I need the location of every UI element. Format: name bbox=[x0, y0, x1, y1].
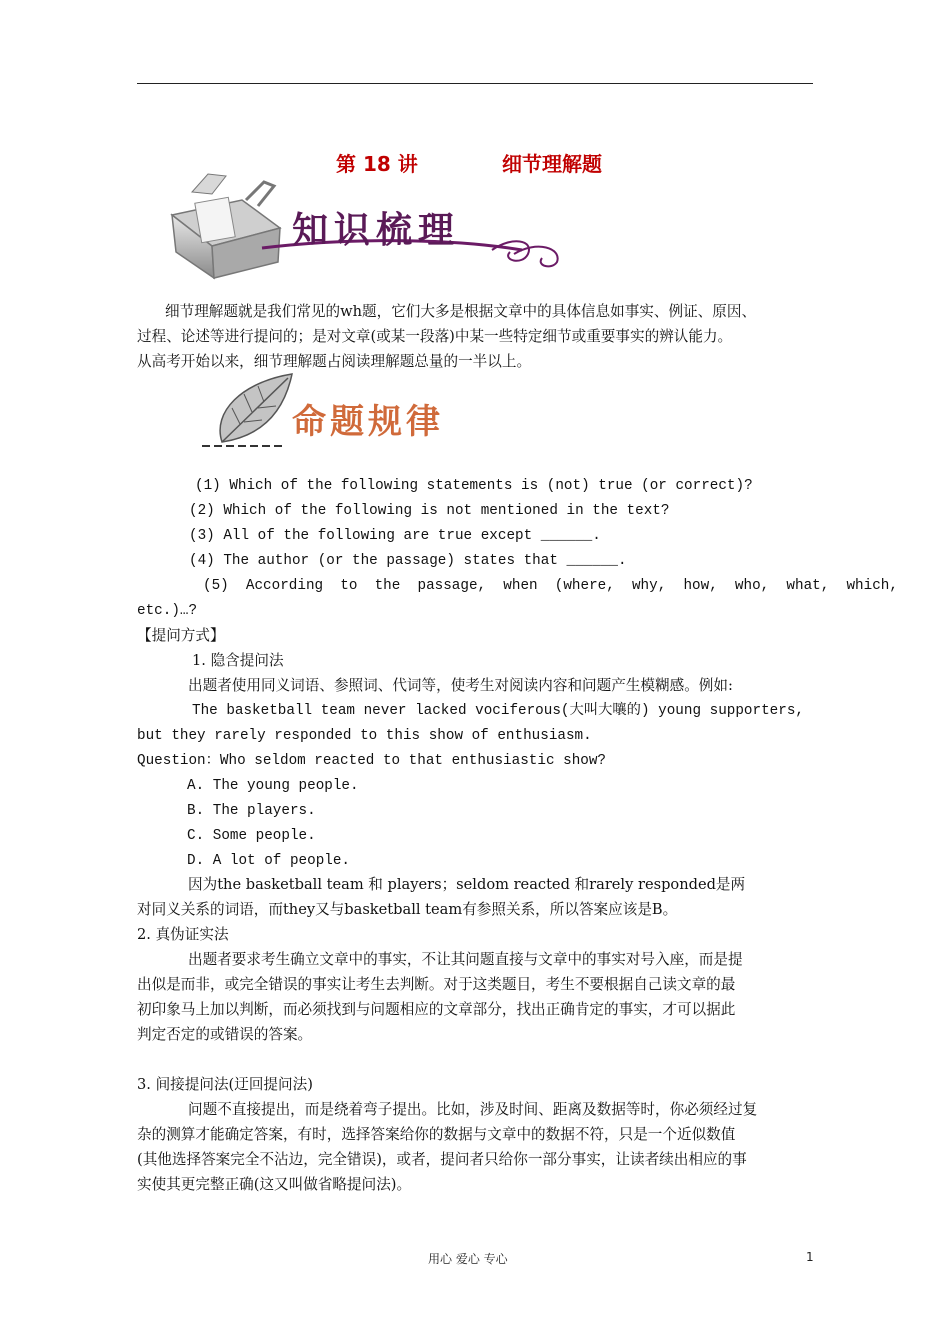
method-3-line-1: 问题不直接提出，而是绕着弯子提出。比如，涉及时间、距离及数据等时，你必须经过复 bbox=[188, 1101, 758, 1118]
method-1-desc: 出题者使用同义词语、参照词、代词等，使考生对阅读内容和问题产生模糊感。例如: bbox=[188, 677, 733, 694]
example-line-1: The basketball team never lacked vociferous(大叫大嚷的) young supporters, bbox=[192, 703, 804, 719]
option-c: C. Some people. bbox=[187, 828, 316, 844]
method-3-line-4: 实使其更完整正确(这又叫做省略提问法)。 bbox=[137, 1176, 412, 1193]
pattern-1: (1) Which of the following statements is (not) true (or correct)? bbox=[195, 478, 753, 494]
method-3-line-3: (其他选择答案完全不沾边，完全错误)，或者，提问者只给你一部分事实，让读者续出相应的事 bbox=[137, 1151, 747, 1168]
example-question: Question：Who seldom reacted to that enthusiastic show? bbox=[137, 753, 607, 769]
explain-line-1: 因为the basketball team 和 players；seldom reacted 和rarely responded是两 bbox=[188, 876, 746, 893]
method-2-line-1: 出题者要求考生确立文章中的事实，不让其问题直接与文章中的事实对号入座，而是提 bbox=[188, 951, 743, 968]
intro-line-3: 从高考开始以来，细节理解题占阅读理解题总量的一半以上。 bbox=[137, 353, 532, 370]
intro-line-1: 细节理解题就是我们常见的wh题，它们大多是根据文章中的具体信息如事实、例证、原因、 bbox=[165, 303, 757, 320]
option-d: D. A lot of people. bbox=[187, 853, 351, 869]
page-number: 1 bbox=[806, 1250, 814, 1264]
header-rule bbox=[137, 83, 813, 84]
pattern-banner bbox=[192, 372, 532, 458]
method-2-line-2: 出似是而非，或完全错误的事实让考生去判断。对于这类题目，考生不要根据自己读文章的最 bbox=[137, 976, 736, 993]
intro-line-2: 过程、论述等进行提问的；是对文章(或某一段落)中某一些特定细节或重要事实的辨认能力。 bbox=[137, 328, 733, 345]
pattern-5-line-2: etc.)…? bbox=[137, 603, 198, 619]
knowledge-banner bbox=[162, 170, 582, 280]
method-2-title: 2. 真伪证实法 bbox=[137, 926, 229, 943]
section-heading: 【提问方式】 bbox=[137, 627, 225, 644]
pattern-5-line-1: (5) According to the passage, when (where, why, how, who, what, which, bbox=[203, 578, 898, 594]
pattern-3: (3) All of the following are true except ______. bbox=[189, 528, 601, 544]
option-a: A. The young people. bbox=[187, 778, 359, 794]
footer-motto: 用心 爱心 专心 bbox=[428, 1252, 508, 1266]
pattern-banner-text: 命题规律 bbox=[292, 402, 444, 442]
method-1-title: 1. 隐含提问法 bbox=[192, 652, 284, 669]
example-line-2: but they rarely responded to this show of enthusiasm. bbox=[137, 728, 592, 744]
lecture-title: 细节理解题 bbox=[502, 152, 602, 176]
pattern-2: (2) Which of the following is not mentioned in the text? bbox=[189, 503, 670, 519]
pattern-4: (4) The author (or the passage) states that ______. bbox=[189, 553, 627, 569]
method-2-line-3: 初印象马上加以判断，而必须找到与问题相应的文章部分，找出正确肯定的事实，才可以据此 bbox=[137, 1001, 736, 1018]
option-b: B. The players. bbox=[187, 803, 316, 819]
method-3-title: 3. 间接提问法(迂回提问法) bbox=[137, 1076, 313, 1093]
method-2-line-4: 判定否定的或错误的答案。 bbox=[137, 1026, 313, 1043]
method-3-line-2: 杂的测算才能确定答案，有时，选择答案给你的数据与文章中的数据不符，只是一个近似数值 bbox=[137, 1126, 736, 1143]
explain-line-2: 对同义关系的词语，而they又与basketball team有参照关系，所以答案应该是B。 bbox=[137, 901, 678, 918]
knowledge-banner-text: 知识梳理 bbox=[292, 210, 461, 251]
lecture-number: 第 18 讲 bbox=[336, 152, 418, 176]
